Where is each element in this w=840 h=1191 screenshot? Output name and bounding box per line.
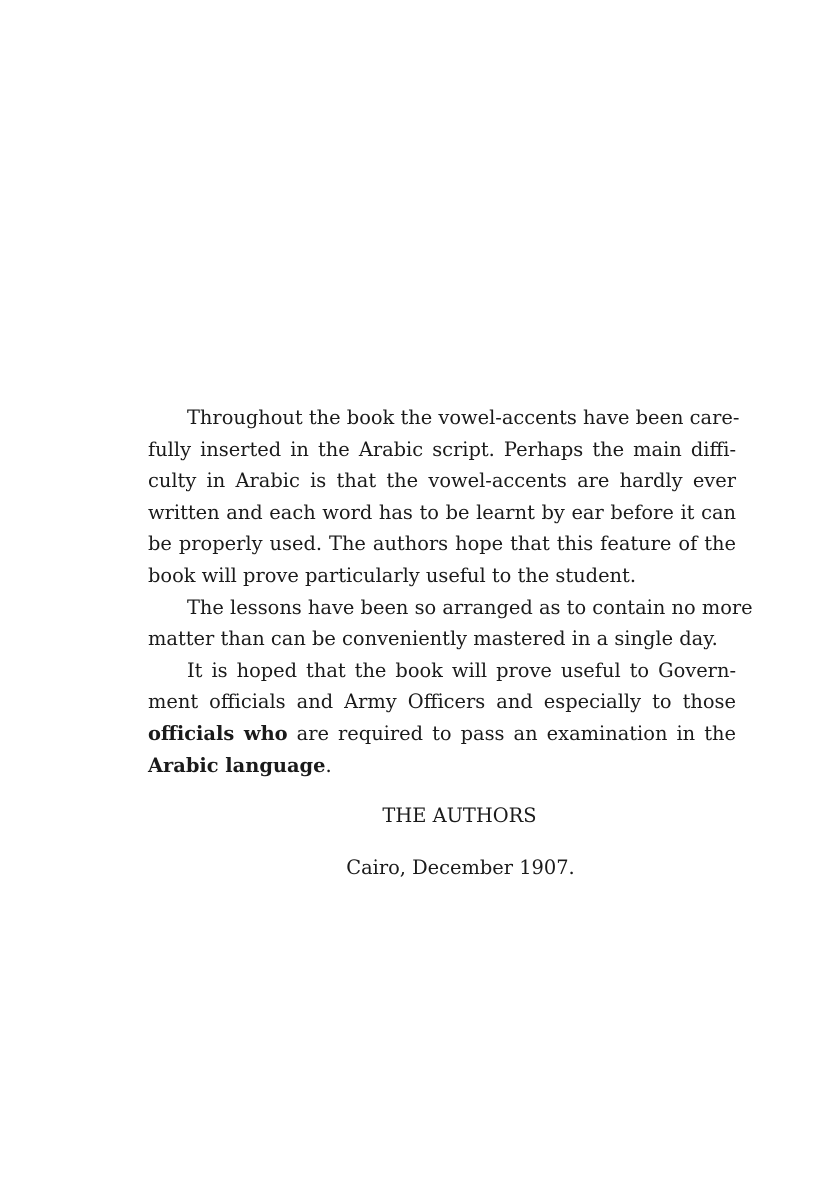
text-line: book will prove particularly useful to the student. <box>148 563 636 587</box>
bold-phrase: officials who <box>148 721 288 745</box>
text-line <box>148 718 736 750</box>
text-line: culty in Arabic is that the vowel-accents are hardly ever <box>148 469 736 493</box>
text-fragment: are required to pass an examination in the <box>296 721 736 745</box>
paragraph-2 <box>148 592 753 655</box>
signature-text: THE AUTHORS <box>382 804 537 827</box>
paragraph-1 <box>148 402 740 592</box>
paragraph-3 <box>148 655 736 781</box>
text-line: matter than can be conveniently mastered in a single day. <box>148 627 718 651</box>
signature <box>0 802 840 830</box>
text-line: The lessons have been so arranged as to contain no more <box>187 595 753 619</box>
text-fragment: . <box>325 753 332 777</box>
dateline <box>0 854 840 882</box>
bold-phrase: Arabic language <box>148 753 326 777</box>
dateline-text: Cairo, December 1907. <box>346 856 575 879</box>
text-line: Throughout the book the vowel-accents have been care- <box>187 406 740 429</box>
text-line: It is hoped that the book will prove useful to Govern- <box>187 658 736 682</box>
preface-body <box>148 402 753 781</box>
text-line <box>148 750 736 782</box>
text-line: fully inserted in the Arabic script. Perhaps the main diffi- <box>148 437 736 461</box>
text-line: be properly used. The authors hope that this feature of the <box>148 532 736 556</box>
text-line: written and each word has to be learnt by ear before it can <box>148 500 736 524</box>
text-line: ment officials and Army Officers and especially to those <box>148 690 736 714</box>
